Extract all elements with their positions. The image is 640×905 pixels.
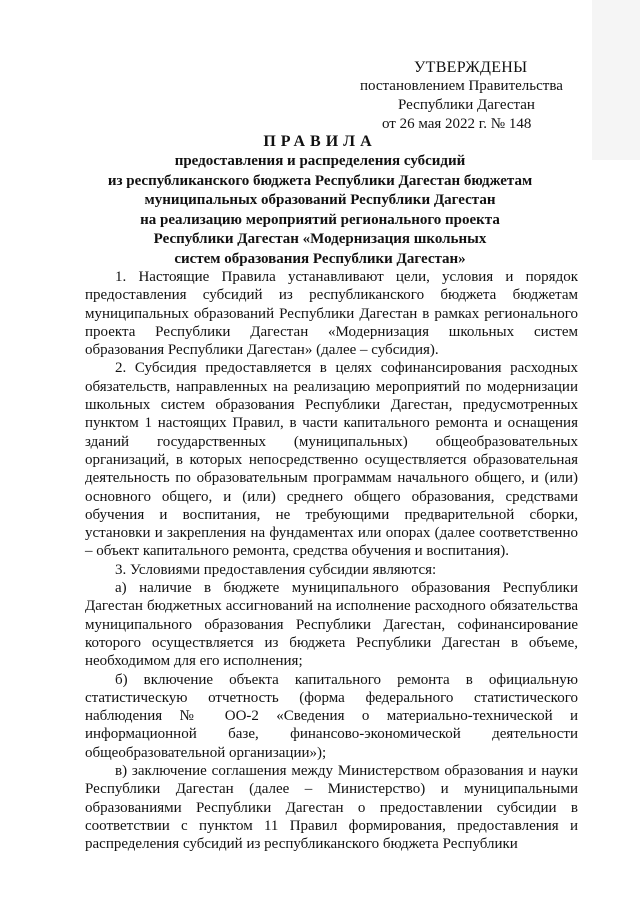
subtitle-line: систем образования Республики Дагестан» [174,250,466,267]
approval-line-decree: постановлением Правительства [360,78,563,94]
paragraph: 1. Настоящие Правила устанавливают цели, условия и порядок предоставления субсидий из республиканского бюджета бюджетам муниципальных образований Республики Дагестан в рамках регионального проекта Республики Дагестан «Модернизация школьных систем образования Республики Дагестан» (далее – субсидия). [85,269,578,359]
document-title: ПРАВИЛА [263,133,377,150]
approval-block [360,58,590,134]
approval-title: УТВЕРЖДЕНЫ [414,59,528,76]
paragraph: 3. Условиями предоставления субсидии являются: [115,561,437,578]
paragraph: в) заключение соглашения между Министерством образования и науки Республики Дагестан (далее – Министерство) и муниципальными образованиями Республики Дагестан о предоставлении субсидии в соответствии с пунктом 11 Правил формирования, предоставления и распределения субсидий из республиканского бюджета Республики [85,763,578,853]
approval-line-authority: Республики Дагестан [398,97,535,113]
subtitle-line: Республики Дагестан «Модернизация школьных [153,231,487,247]
paragraph: 2. Субсидия предоставляется в целях софинансирования расходных обязательств, направленных на реализацию мероприятий по модернизации школьных систем образования Республики Дагестан, предусмотренных пунктом 1 настоящих Правил, в части капитального ремонта и оснащения зданий государственных (муниципальных) общеобразовательных организаций, в которых непосредственно осуществляется образовательная деятельность по образовательным программам начального общего, и (или) основного общего, и (или) среднего общего образования, средствами обучения и воспитания, не требующими предварительной сборки, установки и закрепления на фундаментах или опорах (далее соответственно – объект капитального ремонта, средства обучения и воспитания). [85,360,578,560]
document-subtitle [80,152,560,269]
subtitle-line: на реализацию мероприятий регионального проекта [140,211,500,228]
paragraph: б) включение объекта капитального ремонта в официальную статистическую отчетность (форма федерального статистического наблюдения № ОО-2 «Сведения о материально-технической и информационной базе, финансово-экономической деятельности общеобразовательной организации»); [85,671,578,761]
subtitle-line: предоставления и распределения субсидий [174,153,466,169]
paragraph: а) наличие в бюджете муниципального образования Республики Дагестан бюджетных ассигнований на исполнение расходного обязательства муниципального образования Республики Дагестан, софинансирование которого осуществляется из бюджета Республики Дагестан в объеме, необходимом для его исполнения; [85,580,578,670]
subtitle-line: муниципальных образований Республики Дагестан [144,192,496,208]
approval-line-date: от 26 мая 2022 г. № 148 [382,116,532,132]
subtitle-line: из республиканского бюджета Республики Дагестан бюджетам [107,172,533,189]
document-body [85,268,578,854]
